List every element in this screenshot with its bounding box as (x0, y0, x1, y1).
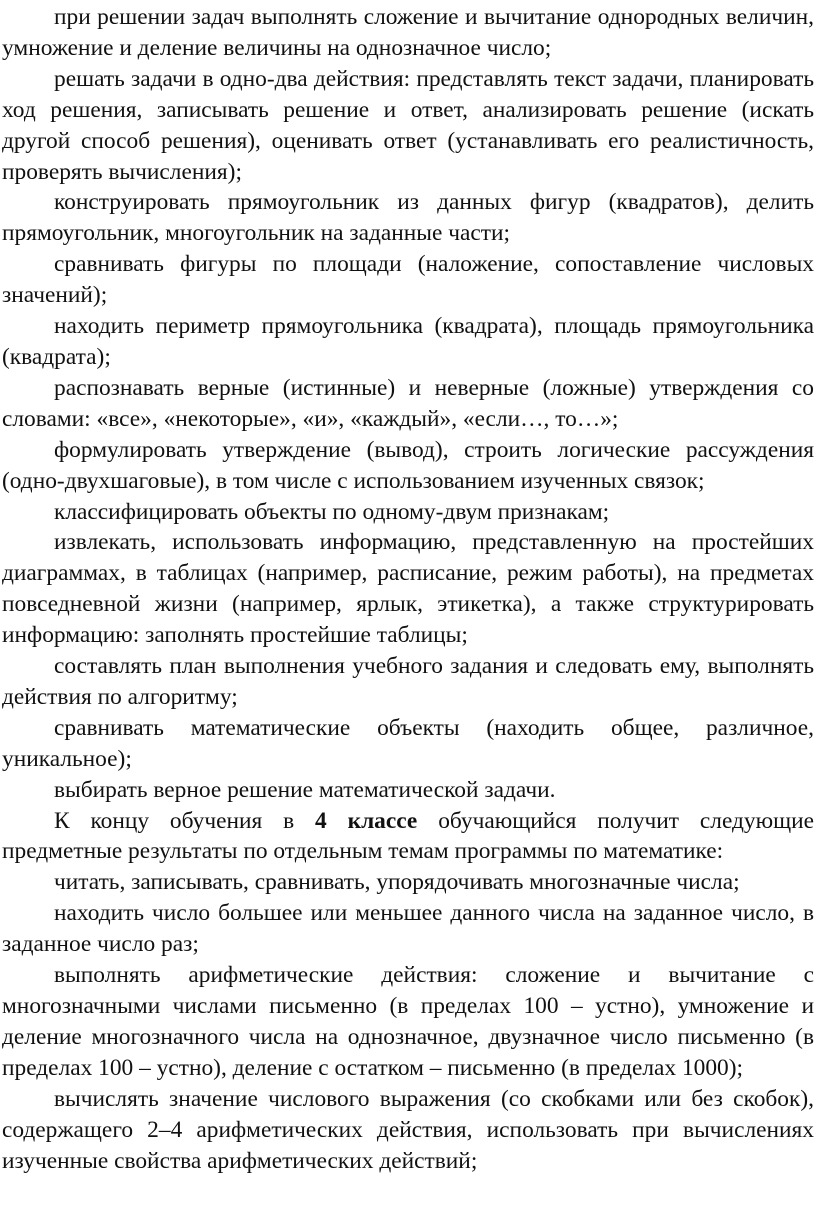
grade-4-intro-paragraph (2, 806, 814, 868)
paragraph-10: составлять план выполнения учебного задания и следовать ему, выполнять действия по алгоритму; (2, 653, 814, 710)
paragraph-3: конструировать прямоугольник из данных фигур (квадратов), делить прямоугольник, многоугольник на заданные части; (2, 189, 814, 247)
paragraph-15: выполнять арифметические действия: сложение и вычитание с многозначными числами письменно (в пределах 100 – устно), умножение и деление многозначного числа на однозначное, двузначное число письменно (в пределах 100 – устно), деление с остатком – письменно (в пределах 1000); (2, 962, 814, 1081)
paragraph-16: вычислять значение числового выражения (со скобками или без скобок), содержащего 2–4 арифметических действия, использовать при вычислениях изученные свойства арифметических действий; (2, 1085, 814, 1174)
paragraph-13: читать, записывать, сравнивать, упорядочивать многозначные числа; (54, 869, 740, 896)
paragraph-12: выбирать верное решение математической задачи. (54, 776, 556, 803)
paragraph-7: формулировать утверждение (вывод), строить логические рассуждения (одно-двухшаговые), в том числе с использованием изученных связок; (2, 436, 814, 494)
paragraph-6: распознавать верные (истинные) и неверные (ложные) утверждения со словами: «все», «некоторые», «и», «каждый», «если…, то…»; (2, 374, 814, 432)
intro-text-after: обучающийся получит следующие предметные результаты по отдельным темам программы по математике: (2, 807, 814, 865)
paragraph-11: сравнивать математические объекты (находить общее, различное, уникальное); (2, 714, 814, 772)
paragraph-8: классифицировать объекты по одному-двум признакам; (54, 498, 610, 525)
grade-4-bold: 4 классе (315, 807, 418, 834)
paragraph-2: решать задачи в одно-два действия: представлять текст задачи, планировать ход решения, записывать решение и ответ, анализировать решение (искать другой способ решения), оценивать ответ (устанавливать его реалистичность, проверять вычисления); (2, 65, 814, 185)
paragraph-1: при решении задач выполнять сложение и вычитание однородных величин, умножение и деление величины на однозначное число; (2, 4, 814, 61)
paragraph-14: находить число большее или меньшее данного числа на заданное число, в заданное число раз; (2, 900, 814, 958)
paragraph-9: извлекать, использовать информацию, представленную на простейших диаграммах, в таблицах (например, расписание, режим работы), на предметах повседневной жизни (например, ярлык, этикетка), а также структурировать информацию: заполнять простейшие таблицы; (2, 529, 814, 649)
paragraph-4: сравнивать фигуры по площади (наложение, сопоставление числовых значений); (2, 251, 814, 309)
paragraph-5: находить периметр прямоугольника (квадрата), площадь прямоугольника (квадрата); (2, 313, 814, 370)
intro-text-before: К концу обучения в (54, 807, 316, 834)
